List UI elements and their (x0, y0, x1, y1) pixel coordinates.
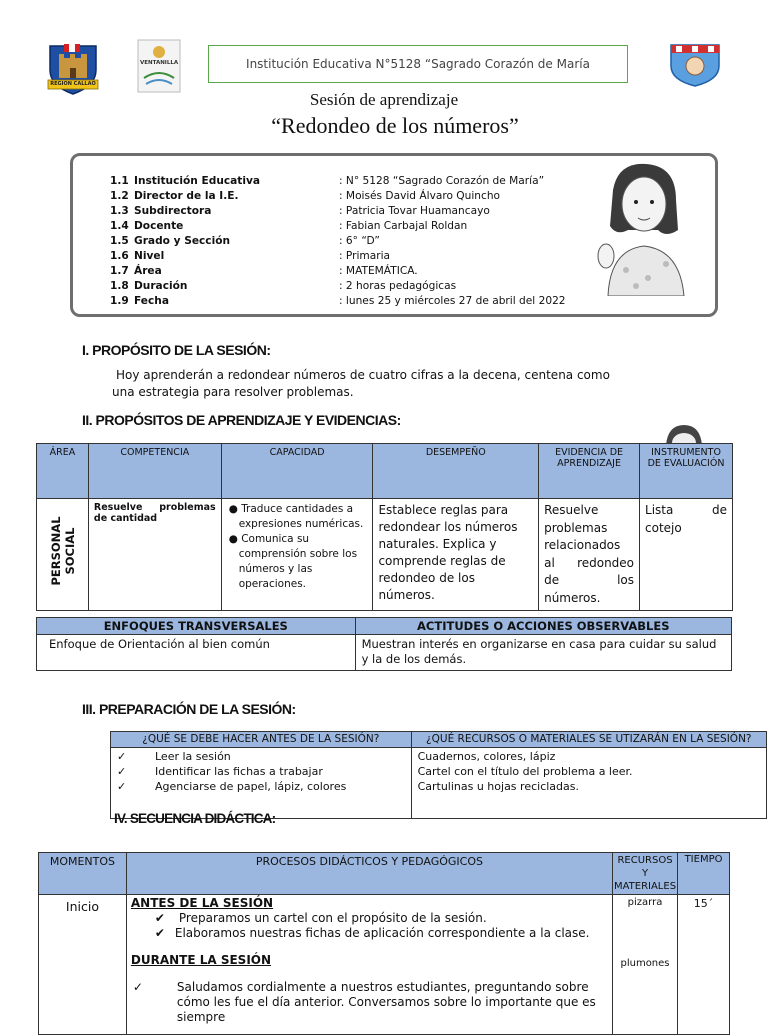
section2-heading: II. PROPÓSITOS DE APRENDIZAJE Y EVIDENCIAS: (82, 412, 401, 428)
col-capacidad: CAPACIDAD (221, 444, 373, 499)
school-emblem-logo (668, 42, 722, 88)
prep-antes-cell (111, 748, 412, 819)
col-evidencia: EVIDENCIA DE APRENDIZAJE (539, 444, 640, 499)
area-cell (37, 499, 89, 611)
desempeno-cell (373, 499, 539, 611)
seq-col-recursos: RECURSOS Y MATERIALES (612, 853, 677, 895)
learning-purposes-table (36, 443, 733, 611)
logo-mid-text: VENTANILLA (140, 60, 179, 66)
seq-col-tiempo: TIEMPO (678, 853, 730, 895)
prep-antes-item: ✓ Leer la sesión (117, 750, 231, 763)
topic-title: “Redondeo de los números” (271, 113, 519, 138)
seq-col-momentos: MOMENTOS (39, 853, 127, 895)
check-icon: ✓ (117, 780, 127, 793)
enfoque-cell: Enfoque de Orientación al bien común (37, 635, 356, 671)
prep-col2: ¿QUÉ RECURSOS O MATERIALES SE UTIZARÁN EN LA SESIÓN? (411, 732, 766, 748)
general-info-list: 1.1 Institución Educativa : N° 5128 “Sagrado Corazón de María” 1.2 Director de la I.E. : Moisés David Álvaro Quincho 1.3 Subdirectora : Patricia Tovar Huamancayo 1.4 Docente : Fabian Carbajal Roldan 1.5 Grado y Sección : 6° “D” 1.6 Nivel : Primaria 1.7 Área : MATEMÁTICA. 1.8 Duración : 2 horas pedagógicas 1.9 Fecha : lunes 25 y miércoles 27 de abril del 2022 (110, 175, 566, 307)
prep-recurso-item: Cuadernos, colores, lápiz (417, 750, 556, 763)
check-icon: ✓ (132, 980, 143, 994)
prep-antes-item: ✓ Agenciarse de papel, lápiz, colores (117, 780, 347, 793)
capacidad-item: ● Comunica su comprensión sobre los números y las operaciones. (228, 533, 358, 590)
desempeno-text: Establece reglas para redondear los números naturales. Explica y comprende reglas de redondeo de los números. (378, 503, 518, 602)
check-icon: ✔ (154, 911, 165, 925)
momento-cell: Inicio (39, 895, 127, 1035)
session-title: Sesión de aprendizaje (309, 90, 459, 109)
region-callao-logo (44, 40, 102, 96)
logo-left-text: REGION CALLAO (50, 81, 96, 87)
institution-title: Institución Educativa N°5128 “Sagrado Corazón de María (246, 57, 590, 71)
durante-title: DURANTE LA SESIÓN (130, 953, 272, 967)
check-icon: ✓ (117, 750, 127, 763)
section3-heading: III. PREPARACIÓN DE LA SESIÓN: (82, 701, 296, 717)
preparation-table (110, 731, 767, 819)
evidencia-cell (539, 499, 640, 611)
recursos-cell (612, 895, 677, 1035)
instrumento-cell (640, 499, 733, 611)
competencia-cell (88, 499, 221, 611)
girl-illustration (588, 160, 698, 296)
enfoques-table (36, 617, 732, 671)
enfoques-col2: ACTITUDES O ACCIONES OBSERVABLES (355, 618, 731, 635)
evidencia-text: Resuelve problemas relacionados al redondeo de los números. (544, 503, 635, 605)
prep-col1: ¿QUÉ SE DEBE HACER ANTES DE LA SESIÓN? (111, 732, 412, 748)
girl-head-small (662, 425, 706, 445)
actitud-cell: Muestran interés en organizarse en casa para cuidar su salud y la de los demás. (355, 635, 731, 671)
antes-item: ✔ Elaboramos nuestras fichas de aplicación correspondiente a la clase. (154, 926, 590, 940)
procesos-cell (126, 895, 612, 1035)
recurso-pizarra: pizarra (627, 897, 663, 908)
prep-antes-item: ✓ Identificar las fichas a trabajar (117, 765, 323, 778)
col-instrumento: INSTRUMENTO DE EVALUACIÓN (640, 444, 733, 499)
col-area: ÁREA (37, 444, 89, 499)
tiempo-cell: 15´ (678, 895, 730, 1035)
durante-item: ✓ Saludamos cordialmente a nuestros estudiantes, preguntando sobre cómo les fue el día anterior. Conversamos sobre lo importante que es siempre (132, 980, 596, 1024)
recurso-plumones: plumones (620, 958, 670, 969)
antes-title: ANTES DE LA SESIÓN (130, 896, 274, 910)
seq-col-procesos: PROCESOS DIDÁCTICOS Y PEDAGÓGICOS (126, 853, 612, 895)
capacidad-item: ● Traduce cantidades a expresiones numéricas. (228, 503, 364, 530)
prep-recursos-cell (411, 748, 766, 819)
instrumento-text: Lista de cotejo (645, 503, 727, 535)
section1-text: Hoy aprenderán a redondear números de cuatro cifras a la decena, centena como una estrategia para resolver problemas. (112, 368, 610, 399)
didactic-sequence-table (38, 852, 730, 1035)
competencia-text: Resuelve problemas de cantidad (93, 502, 216, 524)
enfoques-col1: ENFOQUES TRANSVERSALES (37, 618, 356, 635)
ventanilla-logo (136, 38, 182, 94)
col-desempeno: DESEMPEÑO (373, 444, 539, 499)
prep-recurso-item: Cartel con el título del problema a leer. (417, 765, 633, 778)
institution-title-box (208, 45, 628, 83)
check-icon: ✔ (154, 926, 165, 940)
check-icon: ✓ (117, 765, 127, 778)
col-competencia: COMPETENCIA (88, 444, 221, 499)
area-vertical-text: PERSONAL SOCIAL (49, 516, 77, 586)
capacidad-cell (221, 499, 373, 611)
section4-heading: IV. SECUENCIA DIDÁCTICA: (114, 811, 276, 826)
antes-item: ✔ Preparamos un cartel con el propósito de la sesión. (154, 911, 487, 925)
prep-recurso-item: Cartulinas u hojas recicladas. (417, 780, 579, 793)
section1-heading: I. PROPÓSITO DE LA SESIÓN: (82, 342, 271, 358)
